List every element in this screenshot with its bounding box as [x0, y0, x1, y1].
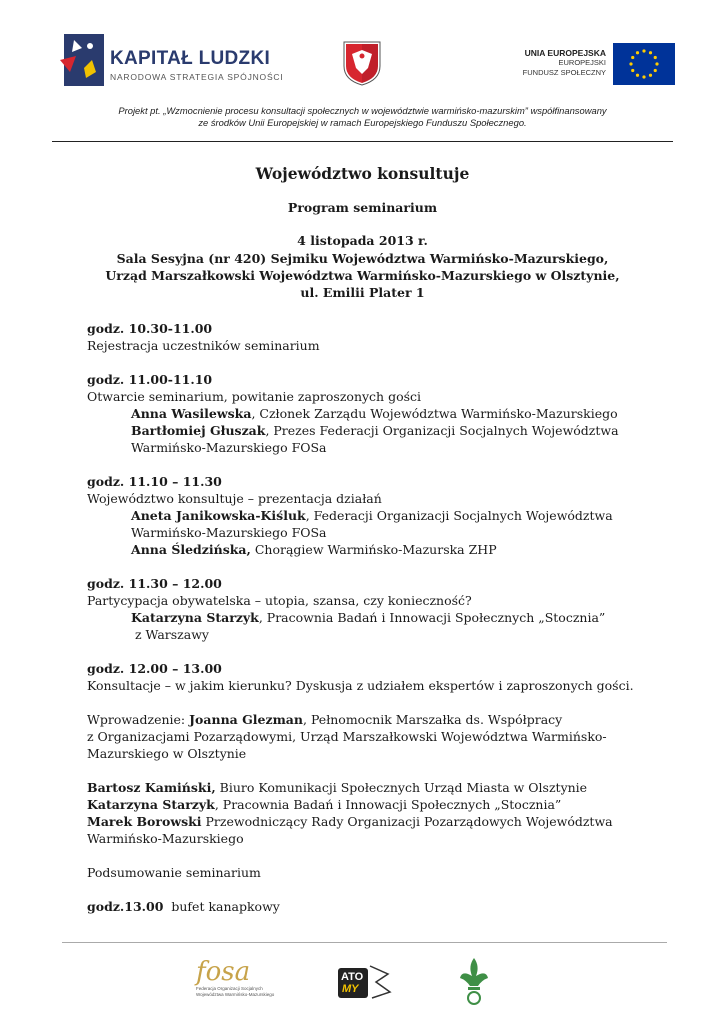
panelist	[87, 813, 677, 830]
slot-description: Województwo konsultuje – prezentacja działań	[87, 491, 382, 506]
speaker-role-continuation: Warmińsko-Mazurskiego FOSa	[131, 525, 327, 540]
speaker-role: , Prezes Federacji Organizacji Socjalnych Województwa	[265, 423, 619, 438]
slot-time: godz. 12.00 – 13.00	[87, 661, 222, 676]
speaker-role: , Pracownia Badań i Innowacji Społecznych „Stocznia”	[214, 797, 562, 812]
eu-star-icon	[642, 75, 645, 78]
speaker-name: Marek Borowski	[87, 814, 202, 829]
coat-of-arms-icon	[342, 40, 382, 86]
eu-star-icon	[629, 62, 632, 65]
eu-star-icon	[649, 74, 652, 77]
header-divider	[52, 141, 673, 142]
event-venue	[60, 250, 665, 301]
speaker-name: Joanna Glezman	[189, 712, 303, 727]
coat-of-arms-logo	[342, 40, 382, 86]
zhp-lily-icon	[456, 956, 492, 1006]
eu-star-icon	[631, 69, 634, 72]
fosa-subtitle-1: Federacja Organizacji Socjalnych	[196, 986, 263, 991]
program-slot-3	[87, 473, 677, 558]
speaker-role: Biuro Komunikacji Społecznych Urząd Miasta w Olsztynie	[215, 780, 588, 795]
slot-description: Rejestracja uczestników seminarium	[87, 338, 320, 353]
slot-time: godz. 10.30-11.00	[87, 321, 213, 336]
speaker-role: , Członek Zarządu Województwa Warmińsko-Mazurskiego	[251, 406, 618, 421]
closing-slot	[87, 898, 677, 915]
fosa-subtitle-2: Województwa Warmińsko-Mazurskiego	[196, 992, 275, 997]
kapital-ludzki-emblem-icon	[56, 30, 108, 88]
event-date: 4 listopada 2013 r.	[297, 233, 428, 248]
eu-line2: EUROPEJSKI	[558, 58, 606, 67]
closing-line	[87, 898, 677, 915]
speaker-name: Katarzyna Starzyk	[87, 797, 215, 812]
speaker-name: Bartosz Kamiński,	[87, 780, 216, 795]
program-slot-2	[87, 371, 677, 456]
slot-time: godz. 11.10 – 11.30	[87, 474, 222, 489]
speaker-role: , Pełnomocnik Marszałka ds. Współpracy	[303, 712, 563, 727]
slot-time: godz. 11.30 – 12.00	[87, 576, 222, 591]
speaker-role-continuation: Mazurskiego w Olsztynie	[87, 746, 247, 761]
eu-flag-icon	[613, 43, 675, 85]
speaker-name: Aneta Janikowska-Kiśluk	[131, 508, 306, 523]
venue-line3: ul. Emilii Plater 1	[300, 285, 425, 300]
slot-time: godz. 11.00-11.10	[87, 372, 213, 387]
speaker-role-continuation: Warmińsko-Mazurskiego FOSa	[131, 440, 327, 455]
speaker-role: , Federacji Organizacji Socjalnych Województwa	[305, 508, 613, 523]
fosa-logo	[196, 957, 275, 1004]
program-slot-1	[87, 320, 677, 354]
speaker-name: Katarzyna Starzyk	[131, 610, 259, 625]
speaker-name: Bartłomiej Głuszak	[131, 423, 266, 438]
document-subtitle: Program seminarium	[287, 200, 438, 215]
program-list	[87, 320, 677, 932]
speaker-role-continuation: z Warszawy	[135, 627, 209, 642]
slot-description: Konsultacje – w jakim kierunku? Dyskusja z udziałem ekspertów i zaproszonych gości.	[87, 678, 634, 693]
speaker	[87, 422, 677, 439]
eu-text-block	[480, 48, 606, 78]
slot-description: Partycypacja obywatelska – utopia, szansa, czy konieczność?	[87, 593, 472, 608]
summary-text: Podsumowanie seminarium	[87, 865, 261, 880]
eu-star-icon	[655, 62, 658, 65]
slot-description: Otwarcie seminarium, powitanie zaproszonych gości	[87, 389, 422, 404]
eu-star-icon	[642, 49, 645, 52]
speaker-role-continuation: Warmińsko-Mazurskiego	[87, 831, 244, 846]
speaker	[87, 609, 677, 626]
introduction-block	[87, 711, 677, 762]
speaker-name: Anna Śledzińska,	[131, 542, 251, 557]
project-note	[60, 105, 665, 129]
eu-star-icon	[636, 51, 639, 54]
eu-star-icon	[631, 56, 634, 59]
eu-title: UNIA EUROPEJSKA	[524, 48, 606, 58]
project-note-line2: ze środków Unii Europejskiej w ramach Europejskiego Funduszu Społecznego.	[198, 117, 527, 128]
zhp-logo	[456, 956, 492, 1006]
panelist	[87, 796, 677, 813]
kapital-ludzki-subtitle: NARODOWA STRATEGIA SPÓJNOŚCI	[110, 72, 284, 82]
speaker-role: Przewodniczący Rady Organizacji Pozarządowych Województwa	[201, 814, 613, 829]
eu-star-icon	[654, 56, 657, 59]
panel-block	[87, 779, 677, 847]
eu-star-icon	[649, 51, 652, 54]
atomy-text-2: MY	[342, 983, 359, 995]
slot-time: godz.13.00	[87, 899, 164, 914]
program-slot-4	[87, 575, 677, 643]
venue-line1: Sala Sesyjna (nr 420) Sejmiku Województwa Warmińsko-Mazurskiego,	[116, 251, 609, 266]
fosa-wordmark: fosa	[196, 957, 251, 987]
project-note-line1: Projekt pt. „Wzmocnienie procesu konsultacji społecznych w województwie warmińsko-mazurskim” współfinansowany	[118, 105, 607, 116]
atomy-logo	[336, 960, 392, 1004]
speaker	[87, 507, 677, 524]
atomy-text-1: ATO	[341, 971, 364, 983]
venue-line2: Urząd Marszałkowski Województwa Warmińsko-Mazurskiego w Olsztynie,	[105, 268, 620, 283]
speaker	[87, 541, 677, 558]
speaker-role-continuation: z Organizacjami Pozarządowymi, Urząd Marszałkowski Województwa Warmińsko-	[87, 729, 607, 744]
introduction-label: Wprowadzenie:	[87, 712, 190, 727]
speaker-role: , Pracownia Badań i Innowacji Społecznych „Stocznia”	[258, 610, 606, 625]
eu-line3: FUNDUSZ SPOŁECZNY	[522, 68, 606, 77]
eu-star-icon	[636, 74, 639, 77]
speaker-role: Chorągiew Warmińsko-Mazurska ZHP	[250, 542, 497, 557]
eu-star-icon	[654, 69, 657, 72]
slot-description: bufet kanapkowy	[163, 899, 280, 914]
panelist	[87, 779, 677, 796]
summary-block	[87, 864, 677, 881]
program-slot-5	[87, 660, 677, 694]
introduction-line	[87, 711, 677, 728]
speaker	[87, 405, 677, 422]
document-title: Województwo konsultuje	[255, 164, 470, 183]
footer-divider	[62, 942, 667, 943]
kapital-ludzki-title: KAPITAŁ LUDZKI	[110, 48, 271, 69]
speaker-name: Anna Wasilewska	[131, 406, 252, 421]
eu-flag-logo	[613, 43, 675, 85]
